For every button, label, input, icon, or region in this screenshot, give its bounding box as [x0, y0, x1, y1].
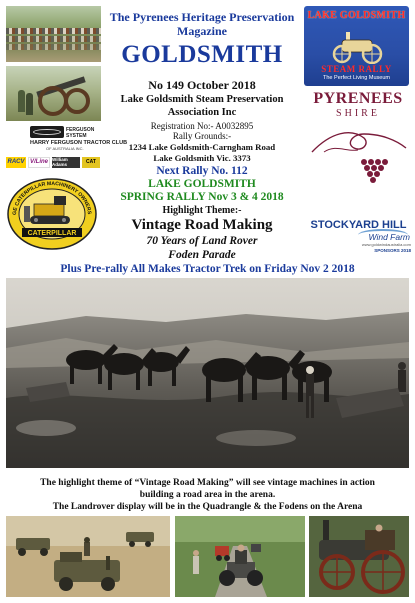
tractor-trek-photo: [175, 516, 305, 597]
caption-line-2: building a road area in the arena.: [139, 490, 276, 500]
vintage-road-making-horses-photo: [6, 278, 409, 468]
lake-goldsmith-steam-rally-logo: [304, 6, 409, 86]
caption-line-3: The Landrover display will be in the Quadrangle & the Fodens on the Arena: [52, 502, 363, 512]
land-rover-vehicles-photo: [6, 516, 170, 597]
william-adams-logo: William Adams: [52, 157, 80, 168]
magazine-line-1: The Pyrenees Heritage Preservation: [109, 10, 295, 24]
magazine-heading: [104, 10, 300, 38]
caption-line-1: The highlight theme of “Vintage Road Making” will see vintage machines in action: [40, 478, 375, 488]
lake-goldsmith-logo-bottom: STEAM RALLY: [321, 64, 392, 74]
wind-farm-text: Wind Farm: [368, 232, 410, 242]
stockyard-hill-text: STOCKYARD HILL: [310, 219, 407, 231]
foden-parade: Foden Parade: [168, 249, 236, 261]
spring-rally-dates: SPRING RALLY Nov 3 & 4 2018: [120, 191, 284, 203]
association-name: [104, 93, 300, 119]
registration-number: Registration No:- A0032895: [150, 121, 254, 131]
vintage-caterpillar-club-badge: [6, 178, 98, 250]
pyrenees-text: PYRENEES: [313, 90, 403, 107]
rally-grounds-aerial-photo: [6, 6, 101, 62]
ferguson-system-text: FERGUSON SYSTEM: [66, 127, 95, 139]
field-gun-photo: [6, 66, 101, 121]
address-line-1: 1234 Lake Goldsmith-Carngham Road: [128, 142, 276, 152]
sponsor-strip: [6, 156, 102, 168]
traction-engine-icon: [328, 26, 386, 64]
vline-logo: V/Line: [28, 157, 50, 168]
rally-grounds-label: Rally Grounds:-: [172, 131, 232, 141]
badge-ring-text: GE CATERPILLAR MACHINERY OWNERS: [11, 180, 92, 216]
magazine-line-2: Magazine: [177, 24, 227, 38]
ferguson-club-text: HARRY FERGUSON TRACTOR CLUB: [30, 140, 128, 146]
association-line-1: Lake Goldsmith Steam Preservation: [120, 94, 284, 105]
stockyard-hill-wind-farm-logo: [306, 219, 411, 259]
grape-vine-icon: [306, 122, 410, 200]
sponsors-2018-text: SPONSORS 2018: [374, 248, 411, 253]
steam-traction-engine-photo: [309, 516, 409, 597]
badge-caterpillar-text: CATERPILLAR: [27, 230, 77, 237]
ferguson-system-icon: [30, 126, 64, 138]
address-line-2: Lake Goldsmith Vic. 3373: [153, 153, 251, 163]
next-rally: Next Rally No. 112: [156, 165, 248, 177]
stockyard-url: www.goldwindaustralia.com: [361, 242, 411, 247]
land-rover-feature: 70 Years of Land Rover: [146, 235, 258, 247]
lake-goldsmith-heading: LAKE GOLDSMITH: [148, 178, 256, 190]
ferguson-club-sub: OF AUSTRALIA INC.: [46, 146, 84, 151]
shire-text: SHIRE: [336, 108, 380, 119]
highlight-theme-label: Highlight Theme:-: [162, 205, 242, 216]
highlight-theme: Vintage Road Making: [131, 217, 273, 233]
issue-number: No 149 October 2018: [148, 78, 256, 92]
pyrenees-shire-logo: [306, 88, 410, 200]
racv-logo: RACV: [6, 157, 26, 168]
cat-logo: CAT: [82, 157, 100, 168]
lake-goldsmith-logo-tagline: The Perfect Living Museum: [323, 75, 390, 81]
pre-rally-notice: Plus Pre-rally All Makes Tractor Trek on Friday Nov 2 2018: [60, 263, 355, 275]
page-title: GOLDSMITH: [121, 41, 283, 68]
harry-ferguson-tractor-club-logo: [30, 126, 128, 151]
lake-goldsmith-logo-top: LAKE GOLDSMITH: [307, 10, 406, 21]
association-line-2: Association Inc: [167, 107, 237, 118]
